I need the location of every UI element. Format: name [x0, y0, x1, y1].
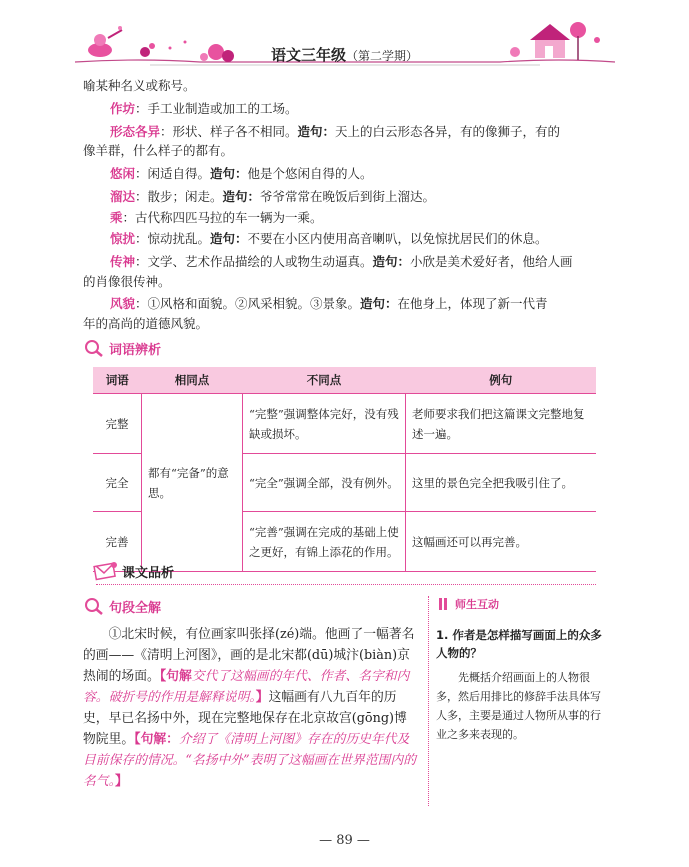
envelope-icon [92, 560, 118, 582]
vocab-entry-cont: 的肖像很传神。 [83, 274, 171, 289]
side-heading: 师生互动 [436, 596, 611, 612]
column-divider [428, 596, 429, 806]
section-heading-cyjx: 词语辨析 [83, 338, 161, 358]
sentence-analysis: 交代了这幅画的年代、作者、名字和内容。破折号的作用是解释说明。 [83, 669, 410, 705]
section-heading-jdqj: 句段全解 [83, 596, 161, 616]
comparison-table [93, 367, 596, 572]
side-panel [436, 596, 611, 744]
header-banner [0, 0, 689, 78]
table-header: 例句 [406, 367, 597, 394]
vocab-entry: 作坊：手工业制造或加工的工场。 [110, 101, 298, 116]
divider [96, 584, 596, 585]
vocab-entry: 形态各异：形状、样子各不相同。造句：天上的白云形态各异，有的像狮子，有的 [110, 124, 561, 139]
table-cell-example: 老师要求我们把这篇课文完整地复述一遍。 [406, 394, 597, 454]
table-cell-word: 完全 [93, 454, 142, 512]
magnifier-icon [83, 596, 105, 616]
passage: ①北宋时候，有位画家叫张择(zé)端。他画了一幅著名的画——《清明上河图》，画的是北宋都(dū)城汴(biàn)京热闹的场面。【句解交代了这幅画的年代、作者、名字和内容。破折号的作用是解释说明。】这幅画有八九百年的历史，早已名扬中外，现在完整地保存在北京故宫(gōng)博物院里。【句解：介绍了《清明上河图》存在的历史年代及目前保存的情况。“名扬中外”表明了这幅画在世界范围内的名气。】 [83, 627, 417, 789]
vocab-entry: 溜达：散步；闲走。造句：爷爷常常在晚饭后到街上溜达。 [110, 189, 436, 204]
vocab-entry: 悠闲：闲适自得。造句：他是个悠闲自得的人。 [110, 166, 373, 181]
table-cell-diff: “完善”强调在完成的基础上使之更好，有锦上添花的作用。 [243, 512, 406, 572]
table-cell-common: 都有“完备”的意思。 [142, 394, 243, 572]
bookmark-icon [436, 597, 452, 611]
side-answer: 先概括介绍画面上的人物很多，然后用排比的修辞手法具体写人多，主要是通过人物所从事的行业之多来表现的。 [436, 671, 601, 741]
page-number: — 89 — [319, 833, 370, 848]
sentence-analysis: 介绍了《清明上河图》存在的历史年代及目前保存的情况。“名扬中外”表明了这幅画在世界范围内的名气。 [83, 732, 417, 789]
table-cell-diff: “完全”强调全部，没有例外。 [243, 454, 406, 512]
table-cell-word: 完善 [93, 512, 142, 572]
section-heading-kwpx: 课文品析 [92, 560, 174, 582]
header-title: 语文三年级（第二学期） [270, 46, 419, 64]
vocab-entry: 传神：文学、艺术作品描绘的人或物生动逼真。造句：小欣是美术爱好者，他给人画 [110, 254, 573, 269]
vocab-entry: 惊扰：惊动扰乱。造句：不要在小区内使用高音喇叭，以免惊扰居民们的休息。 [110, 231, 548, 246]
table-header: 相同点 [142, 367, 243, 394]
vocab-entry-cont: 年的高尚的道德风貌。 [83, 316, 209, 331]
table-header-row [93, 367, 596, 394]
table-cell-example: 这里的景色完全把我吸引住了。 [406, 454, 597, 512]
passage-text: 这幅画有八九百年的历史，早已名扬中外，现在完整地保存在北京故宫(gōng)博物院里。 [83, 690, 407, 747]
table-header: 不同点 [243, 367, 406, 394]
vocab-entry: 风貌：①风格和面貌。②风采相貌。③景象。造句：在他身上，体现了新一代青 [110, 296, 548, 311]
vocab-entry-cont: 像羊群，什么样子的都有。 [83, 143, 234, 158]
passage-text: ①北宋时候，有位画家叫张择(zé)端。他画了一幅著名的画——《清明上河图》，画的是北宋都(dū)城汴(biàn)京热闹的场面。 [83, 627, 415, 684]
side-question: 1. 作者是怎样描写画面上的众多人物的？ [436, 628, 602, 660]
vocab-entry: 乘：古代称四匹马拉的车一辆为一乘。 [110, 210, 323, 225]
magnifier-icon [83, 338, 105, 358]
table-cell-word: 完整 [93, 394, 142, 454]
table-cell-example: 这幅画还可以再完善。 [406, 512, 597, 572]
table-cell-diff: “完整”强调整体完好，没有残缺或损坏。 [243, 394, 406, 454]
table-header: 词语 [93, 367, 142, 394]
table-row [93, 394, 596, 454]
vocab-intro: 喻某种名义或称号。 [83, 78, 196, 93]
